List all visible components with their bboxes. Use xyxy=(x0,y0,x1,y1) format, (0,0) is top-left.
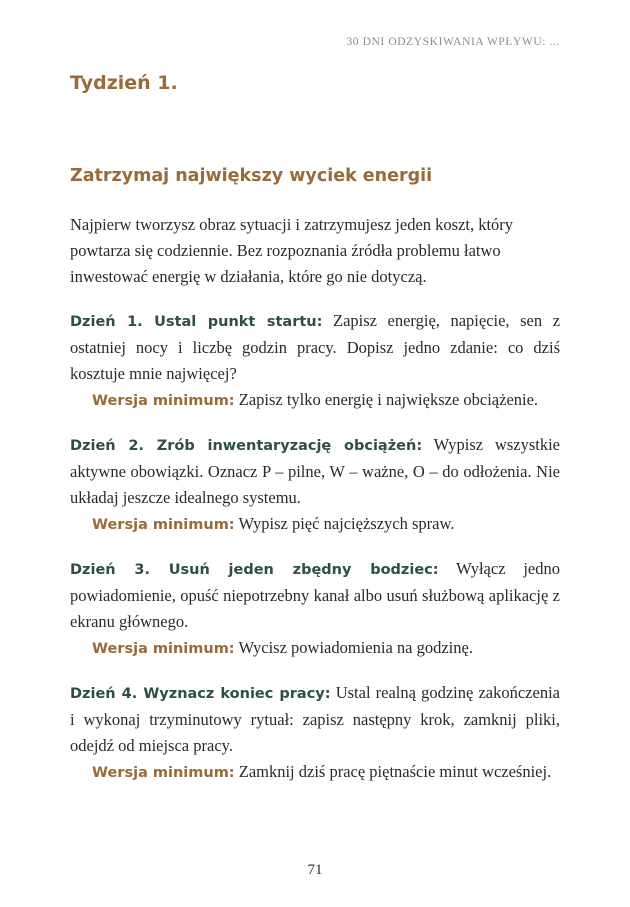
intro-paragraph: Najpierw tworzysz obraz sytuacji i zatrzymujesz jeden koszt, który powtarza się codziennie. Bez rozpoznania źródła problemu łatwo inwestować energię w działania, które go nie dotyczą. xyxy=(70,215,514,286)
day-4-title: Dzień 4. Wyznacz koniec pracy: xyxy=(70,686,331,702)
page-content xyxy=(70,212,560,804)
section-title: Zatrzymaj największy wyciek energii xyxy=(70,166,433,186)
day-1-text: Zapisz energię, napięcie, sen z ostatniej nocy i liczbę godzin pracy. Dopisz jedno zdanie: co dziś kosztuje mnie najwięcej? xyxy=(70,311,561,383)
day-3-text: Wyłącz jedno powiadomienie, opuść niepotrzebny kanał albo usuń służbową aplikację z ekranu głównego. xyxy=(70,559,561,631)
day-1-block xyxy=(70,308,560,414)
day-1-minimum-label: Wersja minimum: xyxy=(92,393,235,409)
day-2-text: Wypisz wszystkie aktywne obowiązki. Oznacz P – pilne, W – ważne, O – do odłożenia. Nie układaj jeszcze idealnego systemu. xyxy=(70,435,560,507)
day-4-minimum-label: Wersja minimum: xyxy=(92,765,235,781)
week-title: Tydzień 1. xyxy=(70,72,178,94)
day-3-minimum-text: Wycisz powiadomienia na godzinę. xyxy=(238,638,473,657)
day-1-minimum-text: Zapisz tylko energię i największe obciążenie. xyxy=(238,390,539,409)
day-2-minimum-text: Wypisz pięć najcięższych spraw. xyxy=(238,514,455,533)
running-header: 30 DNI ODZYSKIWANIA WPŁYWU: ... xyxy=(346,36,560,48)
day-2-minimum-label: Wersja minimum: xyxy=(92,517,235,533)
day-2-block xyxy=(70,432,560,538)
day-3-minimum-label: Wersja minimum: xyxy=(92,641,235,657)
day-2-title: Dzień 2. Zrób inwentaryzację obciążeń: xyxy=(70,438,423,454)
day-3-title: Dzień 3. Usuń jeden zbędny bodziec: xyxy=(70,562,439,578)
page-number: 71 xyxy=(307,862,323,878)
day-1-title: Dzień 1. Ustal punkt startu: xyxy=(70,314,323,330)
day-4-block xyxy=(70,680,560,786)
day-4-text: Ustal realną godzinę zakończenia i wykonaj trzyminutowy rytuał: zapisz następny krok, zamknij pliki, odejdź od miejsca pracy. xyxy=(70,683,560,755)
day-3-block xyxy=(70,556,560,662)
day-4-minimum-text: Zamknij dziś pracę piętnaście minut wcześniej. xyxy=(238,762,552,781)
